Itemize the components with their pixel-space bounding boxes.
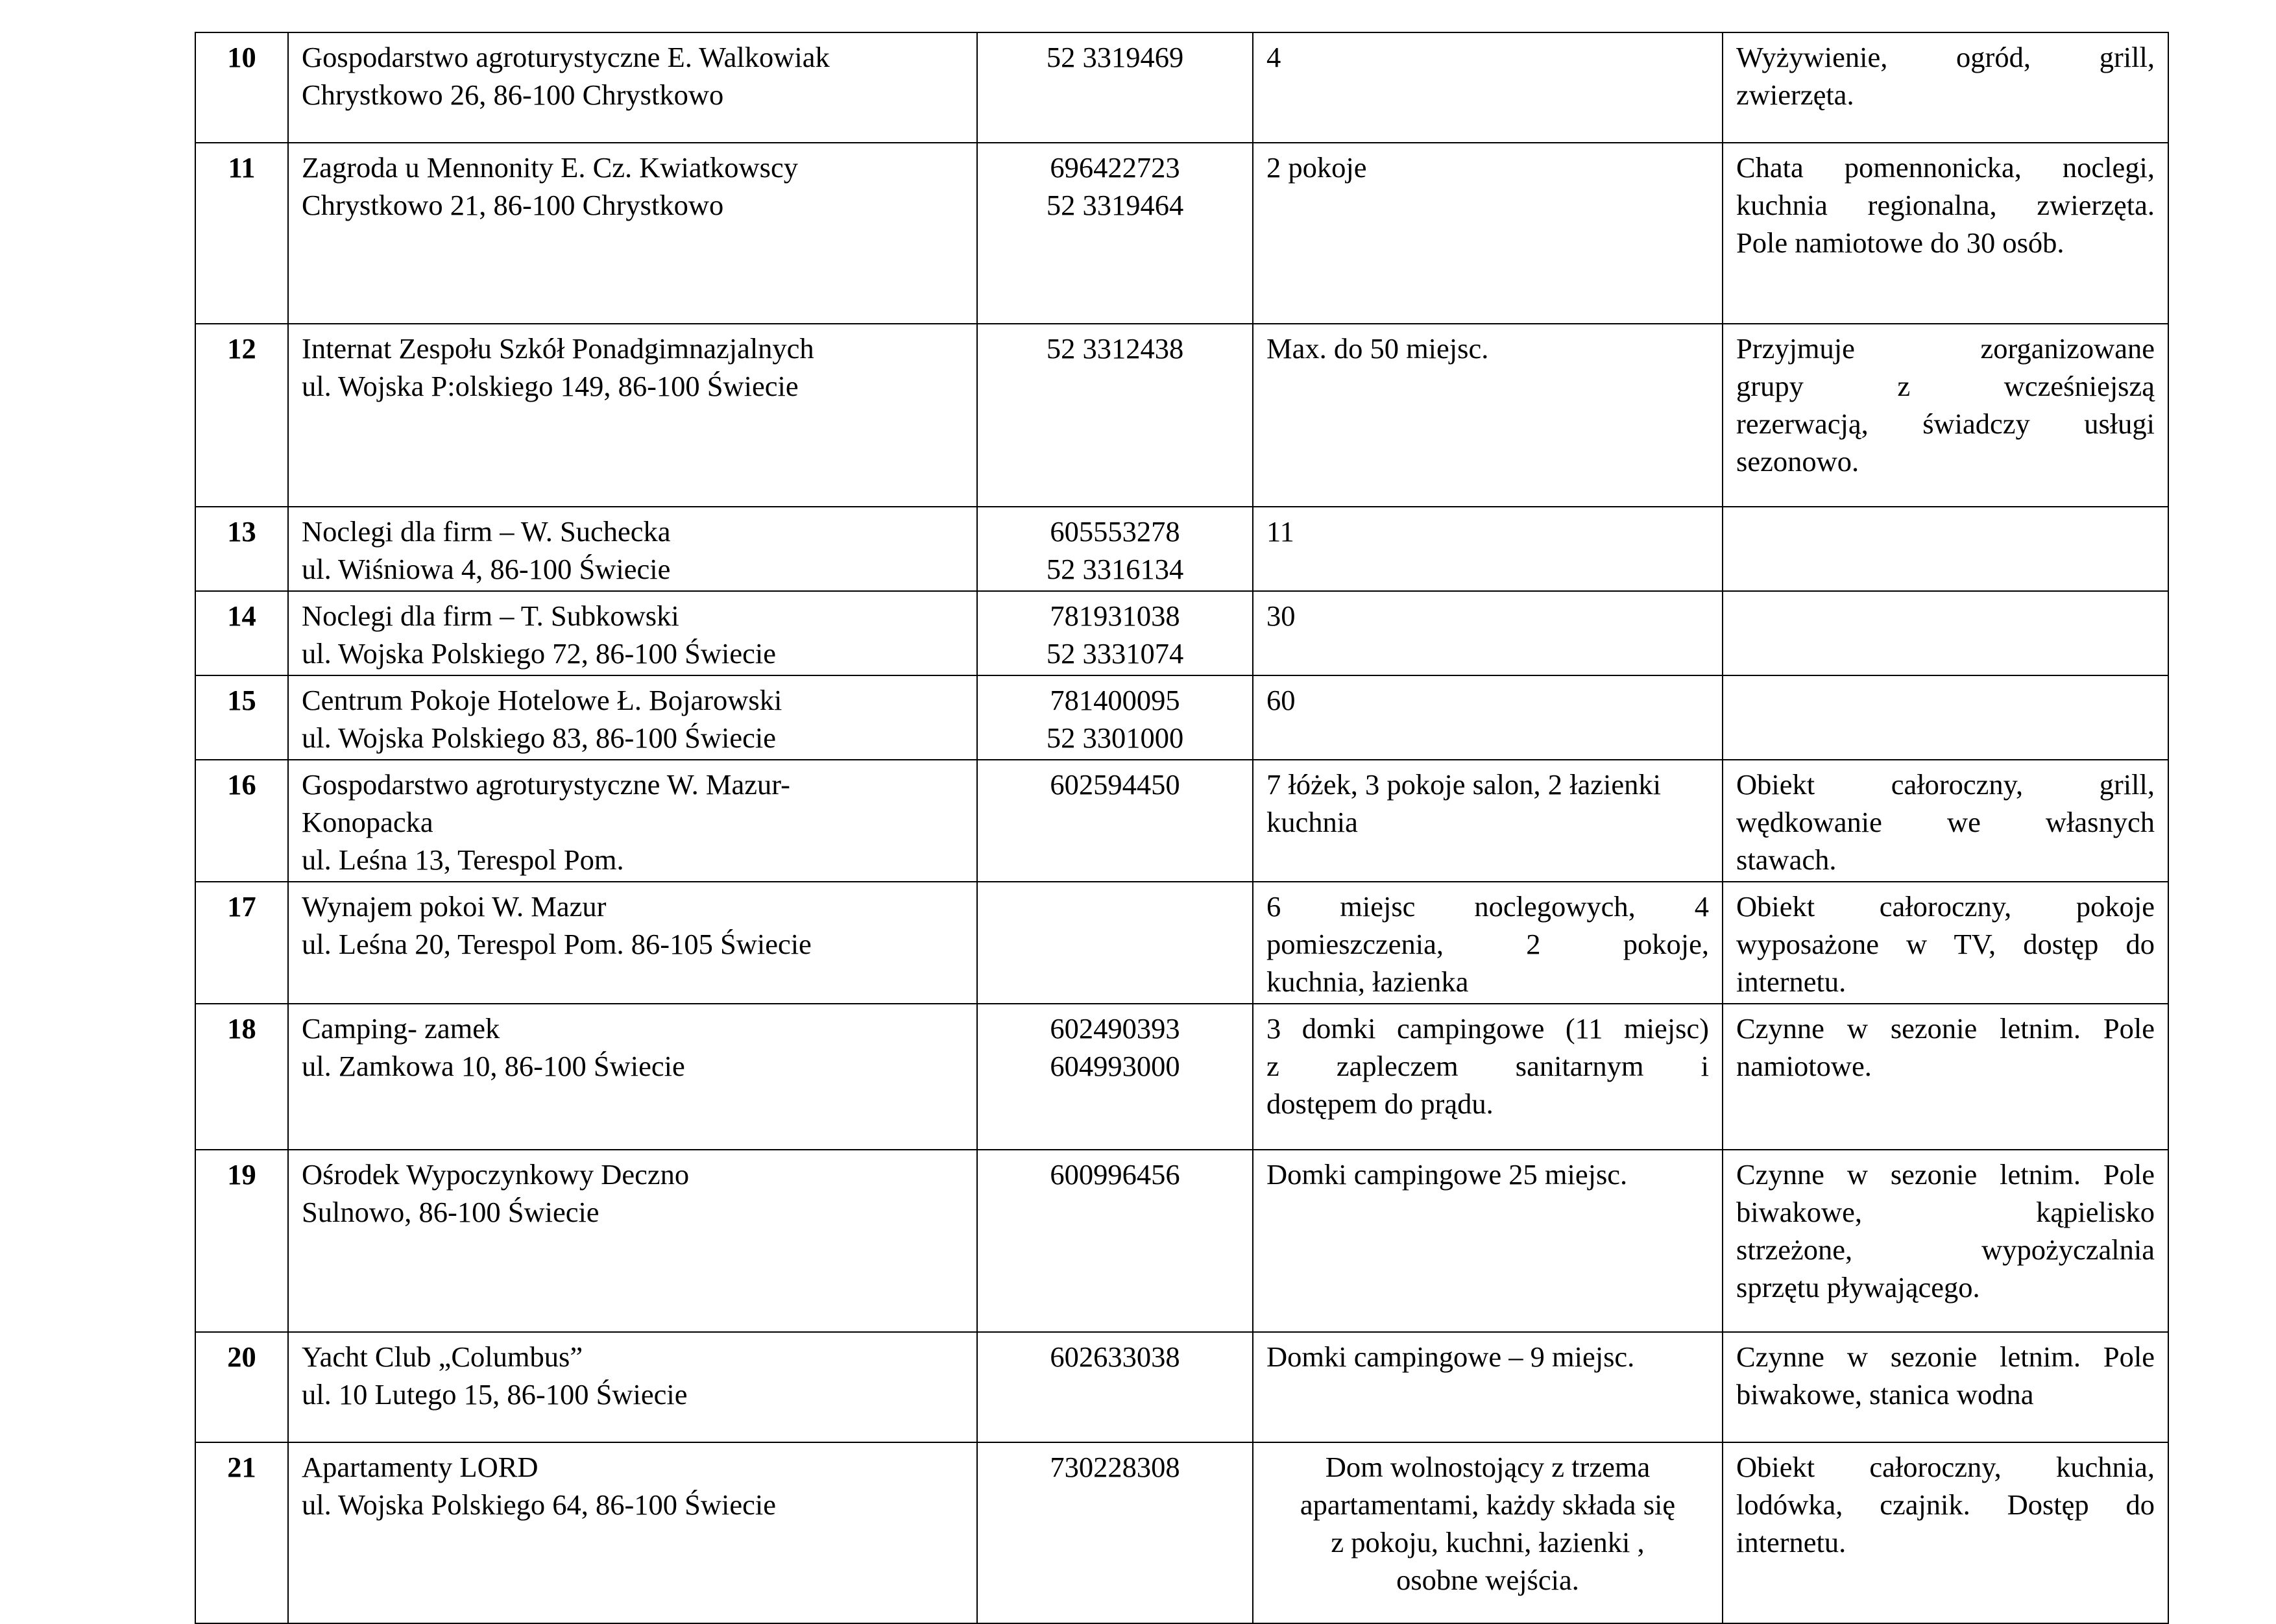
notes: Chata pomennonicka, noclegi, kuchnia regionalna, zwierzęta. Pole namiotowe do 30 osób. — [1723, 143, 2168, 324]
capacity: 30 — [1253, 591, 1723, 675]
row-number: 16 — [195, 760, 288, 882]
notes: Obiekt całoroczny, grill, wędkowanie we własnych stawach. — [1723, 760, 2168, 882]
phone-numbers: 730228308 — [977, 1442, 1253, 1623]
accommodation-table — [195, 32, 2169, 1624]
facility-name-address: Noclegi dla firm – W. Suchecka ul. Wiśniowa 4, 86-100 Świecie — [288, 507, 977, 591]
capacity: Domki campingowe 25 miejsc. — [1253, 1150, 1723, 1332]
row-number: 10 — [195, 32, 288, 143]
row-number: 15 — [195, 675, 288, 760]
facility-name-address: Ośrodek Wypoczynkowy Deczno Sulnowo, 86-100 Świecie — [288, 1150, 977, 1332]
notes — [1723, 591, 2168, 675]
facility-name-address: Gospodarstwo agroturystyczne E. Walkowiak Chrystkowo 26, 86-100 Chrystkowo — [288, 32, 977, 143]
phone-numbers: 781931038 52 3331074 — [977, 591, 1253, 675]
phone-numbers: 602633038 — [977, 1332, 1253, 1442]
facility-name-address: Noclegi dla firm – T. Subkowski ul. Wojska Polskiego 72, 86-100 Świecie — [288, 591, 977, 675]
capacity: 2 pokoje — [1253, 143, 1723, 324]
capacity: 60 — [1253, 675, 1723, 760]
row-number: 14 — [195, 591, 288, 675]
capacity: Domki campingowe – 9 miejsc. — [1253, 1332, 1723, 1442]
table-row — [195, 675, 2168, 760]
facility-name-address: Camping- zamek ul. Zamkowa 10, 86-100 Świecie — [288, 1004, 977, 1150]
facility-name-address: Centrum Pokoje Hotelowe Ł. Bojarowski ul. Wojska Polskiego 83, 86-100 Świecie — [288, 675, 977, 760]
facility-name-address: Internat Zespołu Szkół Ponadgimnazjalnych ul. Wojska P:olskiego 149, 86-100 Świecie — [288, 324, 977, 507]
facility-name-address: Apartamenty LORD ul. Wojska Polskiego 64, 86-100 Świecie — [288, 1442, 977, 1623]
row-number: 11 — [195, 143, 288, 324]
facility-name-address: Zagroda u Mennonity E. Cz. Kwiatkowscy Chrystkowo 21, 86-100 Chrystkowo — [288, 143, 977, 324]
phone-numbers: 600996456 — [977, 1150, 1253, 1332]
phone-numbers — [977, 882, 1253, 1004]
row-number: 13 — [195, 507, 288, 591]
phone-numbers: 52 3312438 — [977, 324, 1253, 507]
table-row — [195, 143, 2168, 324]
phone-numbers: 781400095 52 3301000 — [977, 675, 1253, 760]
notes: Czynne w sezonie letnim. Pole biwakowe, kąpielisko strzeżone, wypożyczalnia sprzętu pływającego. — [1723, 1150, 2168, 1332]
row-number: 18 — [195, 1004, 288, 1150]
table-row — [195, 1332, 2168, 1442]
row-number: 19 — [195, 1150, 288, 1332]
capacity: 4 — [1253, 32, 1723, 143]
row-number: 21 — [195, 1442, 288, 1623]
facility-name-address: Wynajem pokoi W. Mazur ul. Leśna 20, Terespol Pom. 86-105 Świecie — [288, 882, 977, 1004]
facility-name-address: Yacht Club „Columbus” ul. 10 Lutego 15, 86-100 Świecie — [288, 1332, 977, 1442]
table-row — [195, 882, 2168, 1004]
capacity: 7 łóżek, 3 pokoje salon, 2 łazienki kuchnia — [1253, 760, 1723, 882]
table-row — [195, 324, 2168, 507]
capacity: 11 — [1253, 507, 1723, 591]
notes: Przyjmuje zorganizowane grupy z wcześniejszą rezerwacją, świadczy usługi sezonowo. — [1723, 324, 2168, 507]
table-row — [195, 760, 2168, 882]
notes — [1723, 507, 2168, 591]
notes: Obiekt całoroczny, kuchnia, lodówka, czajnik. Dostęp do internetu. — [1723, 1442, 2168, 1623]
phone-numbers: 602594450 — [977, 760, 1253, 882]
phone-numbers: 602490393 604993000 — [977, 1004, 1253, 1150]
notes: Wyżywienie, ogród, grill, zwierzęta. — [1723, 32, 2168, 143]
notes — [1723, 675, 2168, 760]
table-row — [195, 1442, 2168, 1623]
capacity: Max. do 50 miejsc. — [1253, 324, 1723, 507]
row-number: 20 — [195, 1332, 288, 1442]
facility-name-address: Gospodarstwo agroturystyczne W. Mazur- Konopacka ul. Leśna 13, Terespol Pom. — [288, 760, 977, 882]
table-row — [195, 591, 2168, 675]
capacity: 6 miejsc noclegowych, 4 pomieszczenia, 2 pokoje, kuchnia, łazienka — [1253, 882, 1723, 1004]
phone-numbers: 605553278 52 3316134 — [977, 507, 1253, 591]
capacity: Dom wolnostojący z trzema apartamentami, każdy składa się z pokoju, kuchni, łazienki , osobne wejścia. — [1253, 1442, 1723, 1623]
table-row — [195, 1004, 2168, 1150]
table-row — [195, 507, 2168, 591]
notes: Obiekt całoroczny, pokoje wyposażone w TV, dostęp do internetu. — [1723, 882, 2168, 1004]
capacity: 3 domki campingowe (11 miejsc) z zapleczem sanitarnym i dostępem do prądu. — [1253, 1004, 1723, 1150]
notes: Czynne w sezonie letnim. Pole biwakowe, stanica wodna — [1723, 1332, 2168, 1442]
phone-numbers: 696422723 52 3319464 — [977, 143, 1253, 324]
phone-numbers: 52 3319469 — [977, 32, 1253, 143]
row-number: 17 — [195, 882, 288, 1004]
table-row — [195, 1150, 2168, 1332]
table-row — [195, 32, 2168, 143]
notes: Czynne w sezonie letnim. Pole namiotowe. — [1723, 1004, 2168, 1150]
row-number: 12 — [195, 324, 288, 507]
